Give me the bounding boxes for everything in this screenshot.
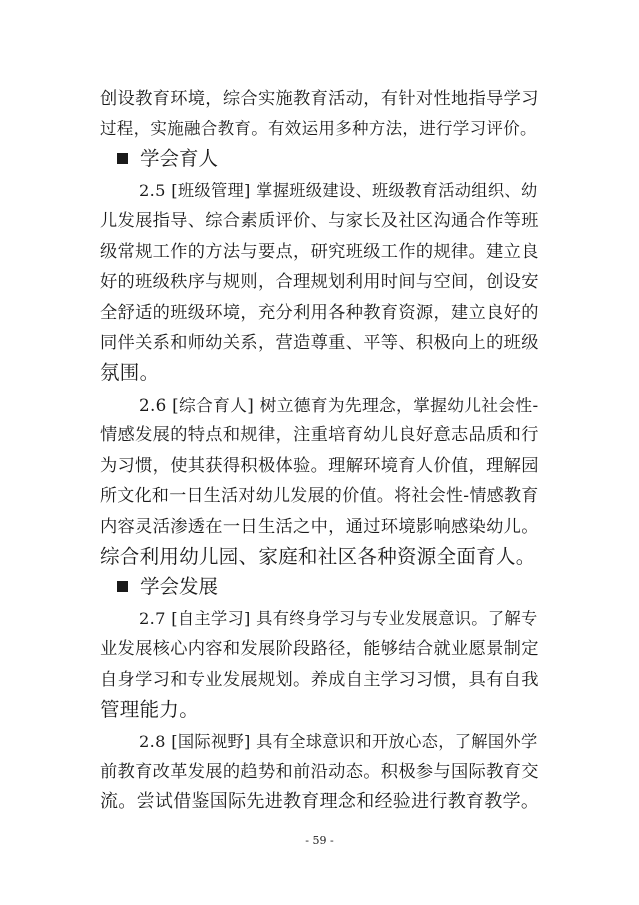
- square-bullet-icon: [117, 581, 128, 592]
- item-2-7-line: 自身学习和专业发展规划。养成自主学习习惯，具有自我: [100, 670, 539, 690]
- item-2-6-line: 内容灵活渗透在一日生活之中，通过环境影响感染幼儿。: [100, 517, 539, 537]
- item-2-5-line: 好的班级秩序与规则，合理规划利用时间与空间，创设安: [100, 272, 539, 292]
- item-2-8-line: 前教育改革发展的趋势和前沿动态。积极参与国际教育交: [100, 762, 539, 782]
- item-2-5-line: 2.5 [班级管理] 掌握班级建设、班级教育活动组织、幼: [139, 181, 538, 200]
- section-heading-learn-educate: [117, 146, 218, 172]
- square-bullet-icon: [117, 153, 128, 164]
- paragraph-line: 过程，实施融合教育。有效运用多种方法，进行学习评价。: [100, 119, 537, 138]
- item-2-7-line: 管理能力。: [100, 698, 200, 721]
- item-2-6-line: 综合利用幼儿园、家庭和社区各种资源全面育人。: [100, 545, 536, 568]
- item-2-8-line: 2.8 [国际视野] 具有全球意识和开放心态，了解国外学: [139, 732, 538, 751]
- item-2-5-line: 氛围。: [100, 361, 160, 384]
- item-2-5-line: 儿发展指导、综合素质评价、与家长及社区沟通合作等班: [100, 211, 539, 231]
- paragraph-line: 创设教育环境，综合实施教育活动，有针对性地指导学习: [100, 89, 539, 109]
- section-heading-text: 学会发展: [140, 575, 219, 598]
- item-2-7-line: 2.7 [自主学习] 具有终身学习与专业发展意识。了解专: [139, 609, 538, 628]
- section-heading-text: 学会育人: [140, 147, 219, 170]
- item-2-5-line: 全舒适的班级环境，充分利用各种教育资源，建立良好的: [100, 303, 539, 323]
- item-2-6-line: 情感发展的特点和规律，注重培育幼儿良好意志品质和行: [100, 425, 539, 445]
- item-2-7-line: 业发展核心内容和发展阶段路径，能够结合就业愿景制定: [100, 639, 539, 659]
- item-2-6-line: 所文化和一日生活对幼儿发展的价值。将社会性-情感教育: [100, 486, 539, 506]
- section-heading-learn-develop: [117, 574, 218, 600]
- item-2-8-line: 流。尝试借鉴国际先进教育理念和经验进行教育教学。: [100, 791, 540, 812]
- item-2-5-line: 级常规工作的方法与要点，研究班级工作的规律。建立良: [100, 242, 539, 262]
- item-2-6-line: 2.6 [综合育人] 树立德育为先理念，掌握幼儿社会性-: [139, 395, 539, 415]
- item-2-6-line: 为习惯，使其获得积极体验。理解环境育人价值，理解园: [100, 456, 539, 476]
- page-number: - 59 -: [305, 834, 334, 847]
- item-2-5-line: 同伴关系和师幼关系，营造尊重、平等、积极向上的班级: [100, 333, 539, 353]
